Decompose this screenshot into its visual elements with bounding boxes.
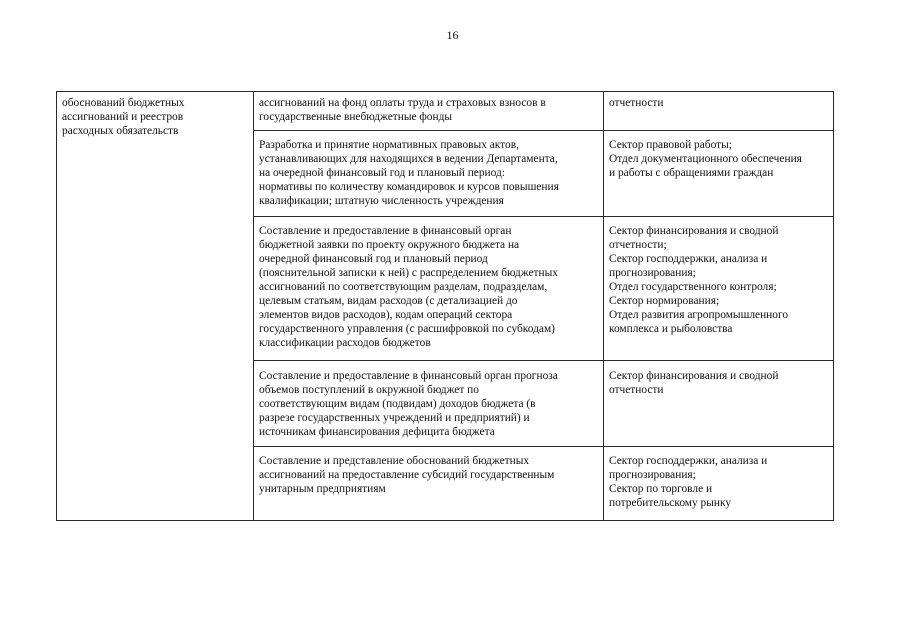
cell-line: устанавливающих для находящихся в ведении Департамента,: [259, 153, 558, 165]
executor-cell: [604, 92, 834, 131]
table-row: [57, 92, 834, 131]
executor-cell: [604, 361, 834, 447]
cell-line: отчетности: [609, 384, 664, 396]
cell-line: обоснований бюджетных: [62, 97, 185, 109]
cell-line: на очередной финансовый год и плановый период:: [259, 167, 505, 179]
cell-line: Сектор правовой работы;: [609, 139, 732, 151]
cell-line: бюджетной заявки по проекту окружного бюджета на: [259, 239, 520, 251]
cell-line: ассигнований на фонд оплаты труда и страховых взносов в: [259, 97, 546, 109]
cell-line: комплекса и рыболовства: [609, 323, 733, 335]
cell-line: разрезе государственных учреждений и предприятий) и: [259, 412, 530, 424]
executor-cell: [604, 131, 834, 217]
cell-line: Составление и представление обоснований бюджетных: [259, 455, 530, 467]
cell-line: отчетности;: [609, 239, 667, 251]
cell-line: (пояснительной записки к ней) с распределением бюджетных: [259, 267, 558, 279]
cell-line: прогнозирования;: [609, 469, 696, 481]
cell-line: отчетности: [609, 97, 664, 109]
task-cell: [254, 131, 604, 217]
page-number: 16: [446, 28, 459, 42]
cell-line: классификации расходов бюджетов: [259, 337, 431, 349]
cell-line: государственные внебюджетные фонды: [259, 111, 453, 123]
task-cell: [254, 447, 604, 521]
cell-line: расходных обязательств: [62, 125, 179, 137]
cell-line: соответствующим видам (подвидам) доходов бюджета (в: [259, 398, 536, 410]
cell-line: Сектор по торговле и: [609, 483, 713, 495]
cell-line: элементов видов расходов), кодам операций сектора: [259, 309, 513, 321]
cell-line: потребительскому рынку: [609, 497, 732, 509]
cell-line: Отдел государственного контроля;: [609, 281, 777, 293]
cell-line: Сектор нормирования;: [609, 295, 720, 307]
cell-line: Сектор господдержки, анализа и: [609, 253, 768, 265]
cell-line: ассигнований на предоставление субсидий государственным: [259, 469, 555, 481]
cell-line: унитарным предприятиям: [259, 483, 386, 495]
function-cell: [57, 92, 254, 521]
cell-line: Отдел документационного обеспечения: [609, 153, 802, 165]
cell-line: очередной финансовый год и плановый период: [259, 253, 488, 265]
cell-line: и работы с обращениями граждан: [609, 167, 774, 179]
executor-cell: [604, 217, 834, 361]
task-cell: [254, 217, 604, 361]
cell-line: Разработка и принятие нормативных правовых актов,: [259, 139, 519, 151]
cell-line: ассигнований и реестров: [62, 111, 184, 123]
cell-line: объемов поступлений в окружной бюджет по: [259, 384, 479, 396]
cell-line: источникам финансирования дефицита бюджета: [259, 426, 495, 438]
cell-line: Составление и предоставление в финансовый орган прогноза: [259, 370, 558, 382]
executor-cell: [604, 447, 834, 521]
cell-line: квалификации; штатную численность учреждения: [259, 195, 504, 207]
responsibility-table: [56, 91, 834, 521]
task-cell: [254, 361, 604, 447]
cell-line: целевым статьям, видам расходов (с детализацией до: [259, 295, 518, 307]
cell-line: Сектор финансирования и сводной: [609, 370, 779, 382]
cell-line: нормативы по количеству командировок и курсов повышения: [259, 181, 559, 193]
cell-line: ассигнований по соответствующим разделам, подразделам,: [259, 281, 548, 293]
cell-line: Отдел развития агропромышленного: [609, 309, 789, 321]
cell-line: прогнозирования;: [609, 267, 696, 279]
cell-line: государственного управления (с расшифровкой по субкодам): [259, 323, 555, 335]
cell-line: Составление и предоставление в финансовый орган: [259, 225, 512, 237]
cell-line: Сектор финансирования и сводной: [609, 225, 779, 237]
cell-line: Сектор господдержки, анализа и: [609, 455, 768, 467]
task-cell: [254, 92, 604, 131]
